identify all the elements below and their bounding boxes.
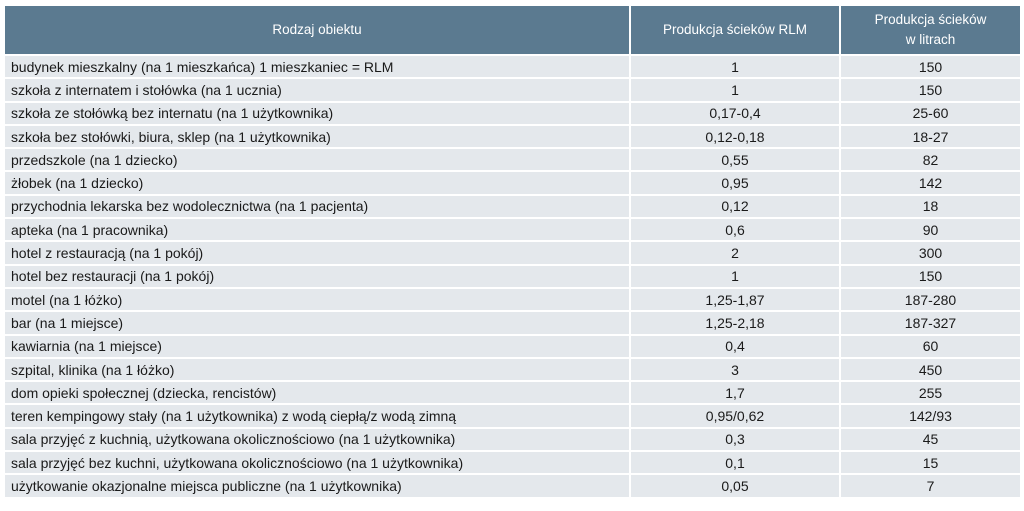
cell-litres: 150 bbox=[841, 56, 1020, 77]
cell-rlm: 1,25-1,87 bbox=[631, 289, 839, 310]
cell-rlm: 0,1 bbox=[631, 452, 839, 473]
wastewater-table-container bbox=[3, 4, 1020, 499]
wastewater-table bbox=[3, 4, 1022, 499]
table-row bbox=[5, 289, 1020, 310]
table-row bbox=[5, 172, 1020, 193]
cell-rlm: 0,6 bbox=[631, 219, 839, 240]
cell-object-type: dom opieki społecznej (dziecka, rencistów) bbox=[5, 382, 629, 403]
cell-rlm: 0,4 bbox=[631, 336, 839, 357]
cell-object-type: sala przyjęć bez kuchni, użytkowana okolicznościowo (na 1 użytkownika) bbox=[5, 452, 629, 473]
table-row bbox=[5, 359, 1020, 380]
table-row bbox=[5, 336, 1020, 357]
cell-rlm: 0,05 bbox=[631, 475, 839, 496]
cell-litres: 142 bbox=[841, 172, 1020, 193]
cell-rlm: 0,12-0,18 bbox=[631, 126, 839, 147]
cell-litres: 18-27 bbox=[841, 126, 1020, 147]
table-row bbox=[5, 266, 1020, 287]
table-row bbox=[5, 149, 1020, 170]
cell-litres: 90 bbox=[841, 219, 1020, 240]
cell-object-type: hotel bez restauracji (na 1 pokój) bbox=[5, 266, 629, 287]
cell-rlm: 0,95/0,62 bbox=[631, 405, 839, 426]
cell-rlm: 1,25-2,18 bbox=[631, 312, 839, 333]
cell-rlm: 0,12 bbox=[631, 196, 839, 217]
table-row bbox=[5, 382, 1020, 403]
cell-object-type: szkoła z internatem i stołówka (na 1 ucznia) bbox=[5, 79, 629, 100]
cell-object-type: szkoła ze stołówką bez internatu (na 1 użytkownika) bbox=[5, 103, 629, 124]
cell-litres: 82 bbox=[841, 149, 1020, 170]
table-row bbox=[5, 196, 1020, 217]
column-header-litres-line2: w litrach bbox=[905, 32, 956, 47]
table-row bbox=[5, 429, 1020, 450]
header-row bbox=[5, 6, 1020, 54]
cell-rlm: 0,55 bbox=[631, 149, 839, 170]
column-header-litres-line1: Produkcja ścieków bbox=[874, 12, 987, 27]
cell-litres: 45 bbox=[841, 429, 1020, 450]
table-row bbox=[5, 126, 1020, 147]
cell-object-type: motel (na 1 łóżko) bbox=[5, 289, 629, 310]
cell-litres: 187-280 bbox=[841, 289, 1020, 310]
cell-litres: 60 bbox=[841, 336, 1020, 357]
cell-object-type: budynek mieszkalny (na 1 mieszkańca) 1 mieszkaniec = RLM bbox=[5, 56, 629, 77]
cell-rlm: 1 bbox=[631, 56, 839, 77]
cell-rlm: 1 bbox=[631, 79, 839, 100]
cell-object-type: hotel z restauracją (na 1 pokój) bbox=[5, 242, 629, 263]
cell-object-type: użytkowanie okazjonalne miejsca publiczne (na 1 użytkownika) bbox=[5, 475, 629, 496]
cell-litres: 255 bbox=[841, 382, 1020, 403]
cell-object-type: sala przyjęć z kuchnią, użytkowana okolicznościowo (na 1 użytkownika) bbox=[5, 429, 629, 450]
cell-litres: 15 bbox=[841, 452, 1020, 473]
cell-rlm: 0,17-0,4 bbox=[631, 103, 839, 124]
cell-object-type: przedszkole (na 1 dziecko) bbox=[5, 149, 629, 170]
cell-object-type: przychodnia lekarska bez wodolecznictwa (na 1 pacjenta) bbox=[5, 196, 629, 217]
table-row bbox=[5, 103, 1020, 124]
cell-litres: 300 bbox=[841, 242, 1020, 263]
table-row bbox=[5, 219, 1020, 240]
cell-rlm: 2 bbox=[631, 242, 839, 263]
table-row bbox=[5, 56, 1020, 77]
table-row bbox=[5, 79, 1020, 100]
cell-object-type: bar (na 1 miejsce) bbox=[5, 312, 629, 333]
column-header-litres bbox=[841, 6, 1020, 54]
cell-rlm: 0,95 bbox=[631, 172, 839, 193]
cell-litres: 18 bbox=[841, 196, 1020, 217]
cell-rlm: 1 bbox=[631, 266, 839, 287]
table-body bbox=[5, 56, 1020, 497]
cell-litres: 7 bbox=[841, 475, 1020, 496]
cell-object-type: kawiarnia (na 1 miejsce) bbox=[5, 336, 629, 357]
table-row bbox=[5, 312, 1020, 333]
cell-litres: 150 bbox=[841, 266, 1020, 287]
table-row bbox=[5, 405, 1020, 426]
column-header-object-type: Rodzaj obiektu bbox=[5, 6, 629, 54]
table-header bbox=[5, 6, 1020, 54]
table-row bbox=[5, 242, 1020, 263]
cell-litres: 25-60 bbox=[841, 103, 1020, 124]
table-row bbox=[5, 475, 1020, 496]
cell-litres: 142/93 bbox=[841, 405, 1020, 426]
cell-object-type: żłobek (na 1 dziecko) bbox=[5, 172, 629, 193]
cell-object-type: apteka (na 1 pracownika) bbox=[5, 219, 629, 240]
cell-object-type: szkoła bez stołówki, biura, sklep (na 1 użytkownika) bbox=[5, 126, 629, 147]
table-row bbox=[5, 452, 1020, 473]
cell-litres: 150 bbox=[841, 79, 1020, 100]
cell-object-type: szpital, klinika (na 1 łóżko) bbox=[5, 359, 629, 380]
cell-rlm: 1,7 bbox=[631, 382, 839, 403]
cell-litres: 187-327 bbox=[841, 312, 1020, 333]
cell-litres: 450 bbox=[841, 359, 1020, 380]
cell-object-type: teren kempingowy stały (na 1 użytkownika) z wodą ciepłą/z wodą zimną bbox=[5, 405, 629, 426]
cell-rlm: 3 bbox=[631, 359, 839, 380]
column-header-rlm: Produkcja ścieków RLM bbox=[631, 6, 839, 54]
cell-rlm: 0,3 bbox=[631, 429, 839, 450]
